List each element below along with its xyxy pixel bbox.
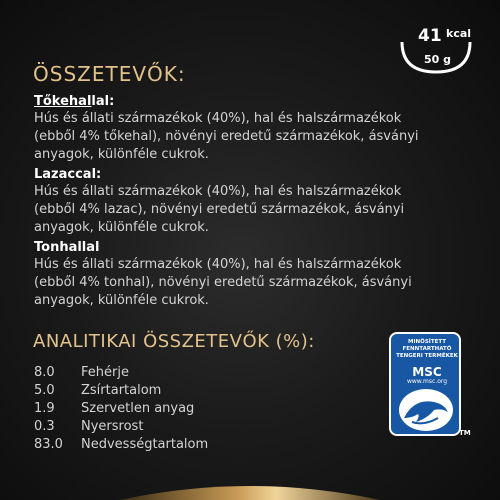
recipe-line: (ebből 4% tonhal), növényi eredetű származékok, ásványi — [34, 275, 412, 290]
energy-badge — [394, 20, 478, 76]
recipe-line: anyagok, különféle cukrok. — [34, 293, 209, 308]
recipe-line: anyagok, különféle cukrok. — [34, 220, 209, 235]
recipe-line: (ebből 4% tőkehal), növényi eredetű származékok, ásványi — [34, 129, 419, 144]
trademark-mark: TM — [459, 429, 471, 437]
recipe-cod — [34, 94, 464, 164]
recipe-line: Hús és állati származékok (40%), hal és halszármazékok — [34, 184, 402, 199]
recipe-line: Hús és állati származékok (40%), hal és halszármazékok — [34, 257, 402, 272]
analytics-list — [34, 364, 294, 454]
analytics-row: 1.9 Szervetlen anyag — [34, 401, 195, 416]
msc-website: www.msc.org — [406, 378, 448, 385]
recipe-line: (ebből 4% lazac), növényi eredetű származékok, ásványi — [34, 202, 405, 217]
recipe-name: Lazaccal: — [34, 167, 102, 182]
msc-label — [389, 332, 471, 440]
analytics-row: 0.3 Nyersrost — [34, 419, 144, 434]
recipe-line: Hús és állati származékok (40%), hal és halszármazékok — [34, 111, 402, 126]
portion-size: 50 g — [424, 53, 452, 66]
energy-unit: kcal — [446, 27, 472, 40]
recipe-name: Tőkehallal: — [34, 94, 115, 109]
analytics-row: 8.0 Fehérje — [34, 365, 129, 380]
msc-logo-text: MSC — [412, 365, 442, 379]
analytics-title: ANALITIKAI ÖSSZETEVŐK (%): — [33, 331, 315, 352]
analytics-row: 5.0 Zsírtartalom — [34, 383, 162, 398]
analytics-row: 83.0 Nedvességtartalom — [34, 437, 209, 452]
msc-badge: MINŐSÍTETT FENNTARTHATÓ TENGERI TERMÉKEK MSC www.msc.org — [389, 332, 461, 436]
composition-title: ÖSSZETEVŐK: — [33, 62, 186, 86]
msc-fish-icon — [398, 388, 454, 432]
gold-swoosh — [0, 470, 500, 500]
recipe-name: Tonhallal — [34, 240, 100, 255]
recipe-tuna — [34, 240, 464, 310]
recipe-line: anyagok, különféle cukrok. — [34, 147, 209, 162]
energy-value: 41 — [418, 26, 442, 46]
recipe-salmon — [34, 167, 464, 237]
